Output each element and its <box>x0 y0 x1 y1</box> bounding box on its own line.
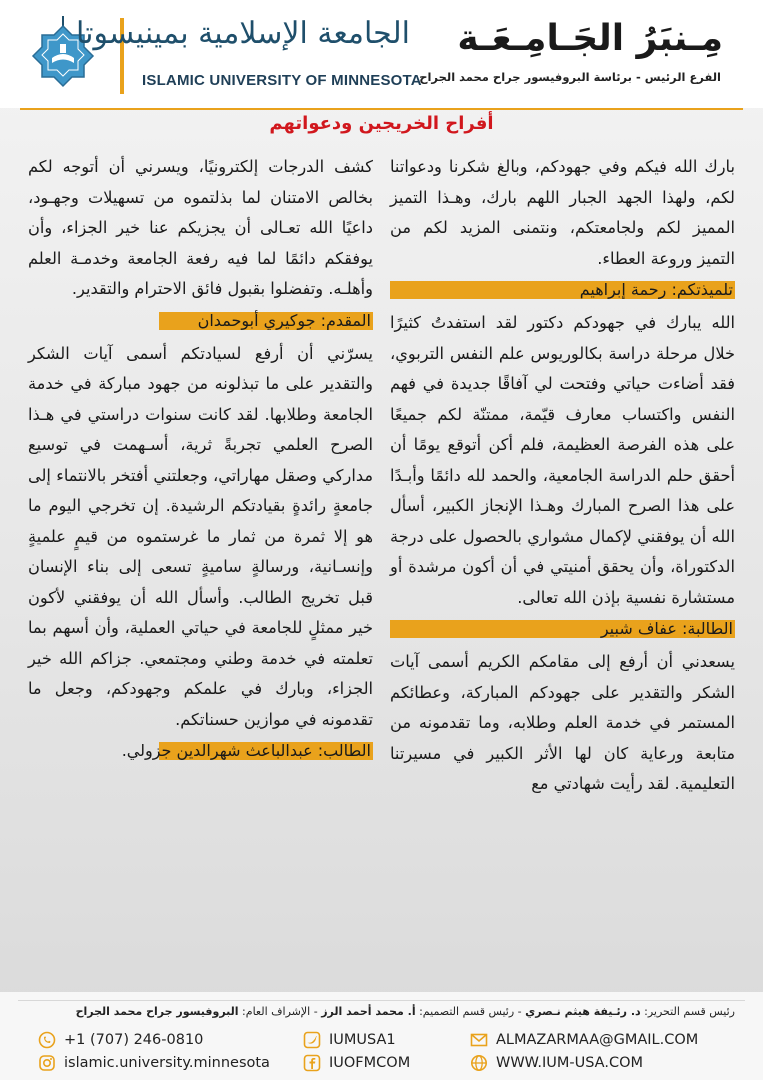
header <box>0 0 763 108</box>
contact-website[interactable] <box>470 1054 643 1072</box>
credits-supervision-label: - الإشراف العام: <box>238 1005 322 1018</box>
website-url: WWW.IUM-USA.COM <box>496 1055 643 1071</box>
speaker-name: الطالب: عبدالباعث شهرالدين جزولي. <box>121 741 371 760</box>
contact-facebook[interactable] <box>303 1054 410 1072</box>
footer-rule <box>18 1000 745 1001</box>
speaker-label <box>28 737 373 764</box>
facebook-icon <box>303 1054 321 1072</box>
twitter-handle: IUMUSA1 <box>329 1032 396 1048</box>
instagram-icon <box>38 1054 56 1072</box>
credits-designer: أ. محمد أحمد الرز <box>321 1005 416 1018</box>
email-icon <box>470 1031 488 1049</box>
speaker-label <box>390 615 735 642</box>
paragraph: يسعدني أن أرفع إلى مقامكم الكريم أسمى آيات الشكر والتقدير على جهودكم المباركة، وعطائكم المستمر في خدمة العلم وطلابه، وما تقدمونه من متابعة ورعاية كان لها الأثر الكبير في مسيرتنا التعليمية. لقد رأيت شهادتي مع <box>390 652 735 793</box>
whatsapp-icon <box>38 1031 56 1049</box>
speaker-label <box>390 276 735 303</box>
newsletter-brand-title: مِـنبَرُ الجَـامِـعَـة <box>457 18 723 59</box>
contact-instagram[interactable] <box>38 1054 270 1072</box>
credits-design-label: - رئيس قسم التصميم: <box>415 1005 526 1018</box>
facebook-handle: IUOFMCOM <box>329 1055 411 1071</box>
contact-email[interactable] <box>470 1031 698 1049</box>
paragraph: بارك الله فيكم وفي جهودكم، وبالغ شكرنا ودعواتنا لكم، ولهذا الجهد الجبار اللهم بارك، وهـذا التميز المميز لكم ولجامعتكم، ونتمنى المزيد لكم من التميز وروعة العطاء. <box>390 157 735 268</box>
university-name-arabic: الجامعة الإسلامية بمينيسوتا <box>76 16 410 51</box>
speaker-label <box>28 307 373 334</box>
article-title: أفراح الخريجين ودعواتهم <box>269 113 494 134</box>
left-column <box>28 152 373 769</box>
contact-twitter[interactable] <box>303 1031 396 1049</box>
twitter-icon <box>303 1031 321 1049</box>
right-column <box>390 152 735 800</box>
speaker-name: الطالبة: عفاف شبير <box>600 619 733 638</box>
instagram-handle: islamic.university.minnesota <box>64 1055 270 1071</box>
contact-phone[interactable] <box>38 1031 203 1049</box>
header-rule <box>20 108 743 110</box>
speaker-name: المقدم: جوكيري أبوحمدان <box>197 310 371 330</box>
credits-line <box>15 1005 735 1018</box>
university-name-english: ISLAMIC UNIVERSITY OF MINNESOTA <box>142 72 422 89</box>
credits-supervisor: البروفيسور جراح محمد الجراح <box>75 1005 239 1018</box>
globe-icon <box>470 1054 488 1072</box>
paragraph: الله يبارك في جهودكم دكتور لقد استفدتُ كثيرًا خلال مرحلة دراسة بكالوريوس علم النفس التربوي، فقد أضاءت حياتي وفتحت لي آفاقًا جديدة في فهم النفس واكتساب معارف قيّمة، ممتنّة لكم جميعًا على هذه الفرصة العظيمة، فلم أكن أتوقع يومًا أن أحقق حلم الدراسة الجامعية، والحمد لله دائمًا وأبـدًا على هذا الصرح المبارك وهـذا الإنجاز الكبير، أسأل الله أن يوفقني لإكمال مشواري بالحصول على درجة الدكتوراة، وأن يحقق أمنيتي في أن أكون مرشدة أو مستشارة نفسية بإذن الله تعالى. <box>390 313 735 607</box>
speaker-name: تلميذتكم: رحمة إبراهيم <box>579 280 733 299</box>
credits-editor: د. رئـيفة هيثم نـصري <box>525 1005 641 1018</box>
newsletter-brand-subtitle: الفرع الرئيس - برئاسة البروفيسور جراح محمد الجراح <box>419 70 721 84</box>
phone-number: +1 (707) 246-0810 <box>64 1032 204 1048</box>
paragraph: كشف الدرجات إلكترونيًا، ويسرني أن أتوجه لكم بخالص الامتنان لما بذلتموه من تسهيلات وجهـود، داعيًا الله تعـالى أن يجزيكم عنا خير الجزاء، وأن يوفقكم دائمًا لما فيه رفعة الجامعة وخدمـة العلم وأهلـه. وتفضلوا بقبول فائق الاحترام والتقدير. <box>28 157 373 298</box>
email-address: ALMAZARMAA@GMAIL.COM <box>496 1032 699 1048</box>
credits-editor-label: رئيس قسم التحرير: <box>640 1005 735 1018</box>
paragraph: يسرّني أن أرفع لسيادتكم أسمى آيات الشكر والتقدير على ما تبذلونه من جهود مباركة في خدمة الجامعة وطلابها. لقد كانت سنوات دراستي في هـذا الصرح العلمي تجربةً ثرية، أسـهمت في توسيع مداركي وصقل مهاراتي، وجعلتني أفتخر بالانتماء إلى جامعةٍ رائدةٍ بقيادتكم الرشيدة. إن تخرجي اليوم ما هو إلا ثمرة من ثمار ما غرستموه من قيمٍ علميةٍ وإنسـانية، ورسالةٍ ساميةٍ تسعى إلى بناء الإنسان قبل تخريج الطالب. وأسأل الله أن يوفقني لأكون خير ممثلٍ للجامعة في حياتي العملية، وأن أسهم بما تعلمته في خدمة وطني ومجتمعي. جزاكم الله خير الجزاء، وبارك في علمكم وجهودكم، وجعل ما تقدمونه في موازين حسناتكم. <box>28 343 373 729</box>
